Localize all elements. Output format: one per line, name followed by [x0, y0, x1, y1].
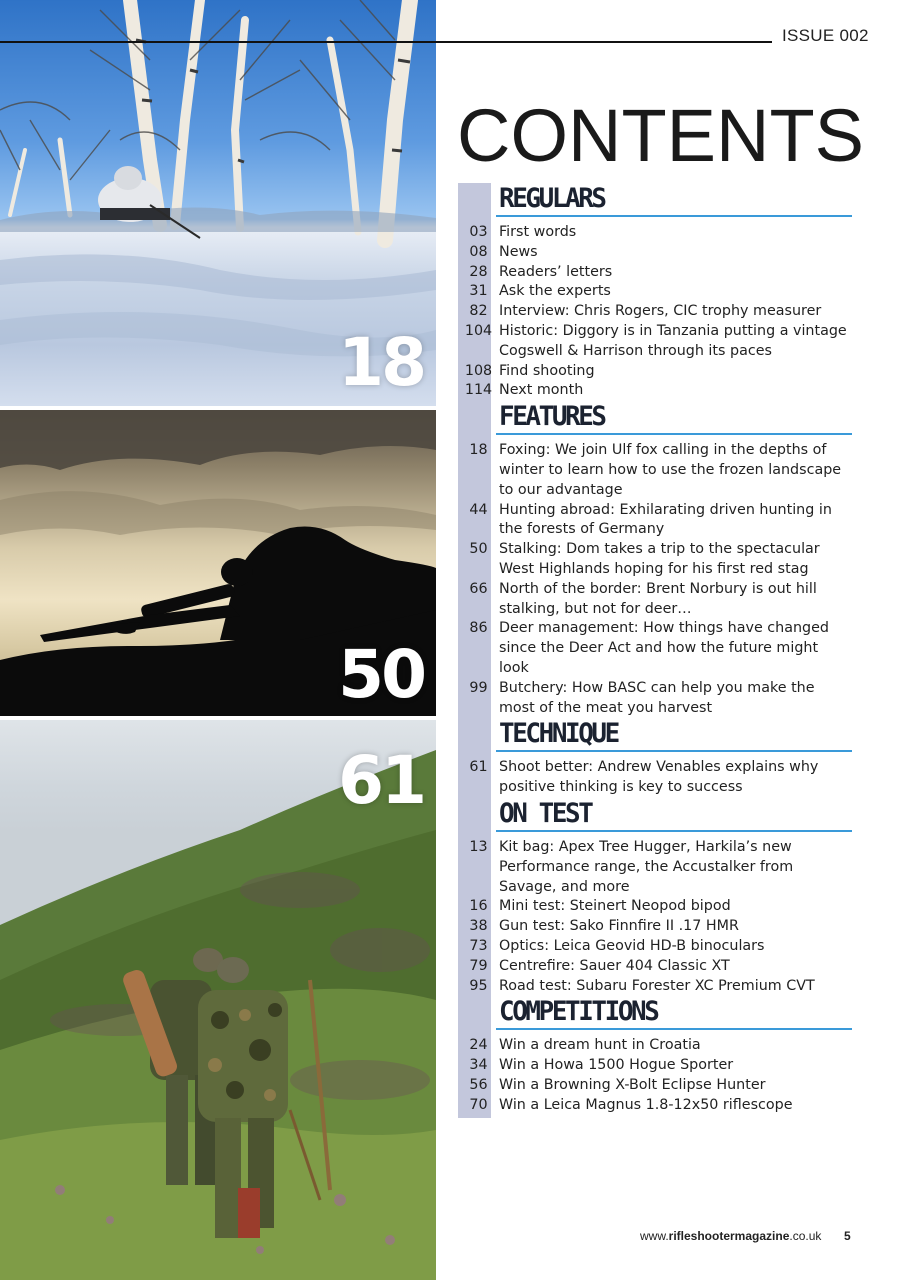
contents-list [458, 183, 852, 1115]
entry-title: Butchery: How BASC can help you make the most of the meat you harvest [499, 679, 815, 716]
section-features [458, 401, 852, 718]
entry-title: Deer management: How things have changed since the Deer Act and how the future might look [499, 620, 829, 676]
entry-page-number: 50 [469, 541, 488, 558]
photo-page-number: 18 [338, 324, 424, 401]
entry-title: Hunting abroad: Exhilarating driven hunting in the forests of Germany [499, 501, 832, 538]
entry-page-number: 16 [469, 898, 488, 915]
entry-title: Mini test: Steinert Neopod bipod [499, 898, 731, 915]
entry-page-number: 34 [469, 1057, 488, 1074]
footer-page-number: 5 [844, 1229, 851, 1243]
entry-page-number: 61 [469, 759, 488, 776]
entry-page-number: 108 [464, 362, 493, 379]
section-heading [496, 798, 852, 832]
header-rule [0, 41, 772, 43]
entry-page-number: 28 [469, 263, 488, 280]
contents-entry[interactable] [458, 441, 852, 500]
footer-url-name: rifleshootermagazine [668, 1229, 790, 1243]
entry-title: Optics: Leica Geovid HD-B binoculars [499, 937, 765, 954]
entry-page-number: 82 [469, 303, 488, 320]
section-heading [496, 401, 852, 435]
section-title: TECHNIQUE [499, 718, 618, 750]
entry-title: Win a dream hunt in Croatia [499, 1037, 701, 1054]
contents-entry[interactable] [458, 381, 852, 401]
contents-entry[interactable] [458, 322, 852, 362]
contents-entry[interactable] [458, 580, 852, 620]
entry-page-number: 18 [469, 442, 488, 459]
section-title: REGULARS [499, 183, 605, 214]
entry-title: First words [499, 224, 577, 240]
entry-page-number: 73 [469, 937, 488, 954]
photo-snow-hunter [0, 0, 436, 406]
entry-page-number: 31 [469, 283, 488, 300]
entry-page-number: 95 [469, 977, 488, 994]
contents-entry[interactable] [458, 540, 852, 580]
entry-page-number: 24 [469, 1037, 488, 1054]
footer-website[interactable] [640, 1229, 821, 1243]
entry-page-number: 70 [469, 1096, 488, 1113]
issue-number: ISSUE 002 [782, 26, 869, 45]
section-title: FEATURES [499, 401, 605, 433]
entry-title: Stalking: Dom takes a trip to the spectacular West Highlands hoping for his first red stag [499, 541, 820, 577]
entry-page-number: 114 [464, 382, 493, 399]
contents-entry[interactable] [458, 282, 852, 302]
contents-entry[interactable] [458, 897, 852, 917]
section-title: COMPETITIONS [499, 996, 658, 1028]
entry-page-number: 66 [469, 580, 488, 597]
entry-title: Historic: Diggory is in Tanzania putting a vintage Cogswell & Harrison through its paces [499, 322, 847, 359]
section-heading [496, 718, 852, 752]
photo-page-number: 61 [338, 742, 424, 819]
contents-entry[interactable] [458, 1096, 852, 1116]
contents-entry[interactable] [458, 619, 852, 678]
page-title: CONTENTS [457, 94, 864, 177]
entry-title: Find shooting [499, 362, 595, 379]
entry-title: Centrefire: Sauer 404 Classic XT [499, 957, 730, 974]
contents-entry[interactable] [458, 362, 852, 382]
section-title: ON TEST [499, 797, 592, 829]
contents-entry[interactable] [458, 758, 852, 798]
contents-entry[interactable] [458, 957, 852, 977]
section-heading [496, 996, 852, 1030]
contents-entry[interactable] [458, 679, 852, 719]
footer-url-prefix: www. [640, 1229, 669, 1243]
contents-entry[interactable] [458, 1056, 852, 1076]
entry-title: Foxing: We join Ulf fox calling in the depths of winter to learn how to use the frozen landscape to our advantage [499, 442, 842, 498]
section-technique [458, 718, 852, 798]
entry-page-number: 38 [469, 918, 488, 935]
section-on-test [458, 798, 852, 996]
entry-page-number: 86 [469, 620, 488, 637]
entry-title: Win a Howa 1500 Hogue Sporter [499, 1057, 734, 1074]
entry-page-number: 104 [464, 322, 493, 339]
contents-entry[interactable] [458, 302, 852, 322]
entry-title: Next month [499, 382, 584, 399]
contents-entry[interactable] [458, 243, 852, 263]
photo-hill-stalkers [0, 720, 436, 1280]
entry-title: Interview: Chris Rogers, CIC trophy measurer [499, 303, 822, 320]
contents-entry[interactable] [458, 263, 852, 283]
entry-page-number: 13 [469, 838, 488, 855]
entry-page-number: 56 [469, 1076, 488, 1093]
entry-title: Kit bag: Apex Tree Hugger, Harkila’s new Performance range, the Accustalker from Savage, and more [499, 838, 794, 895]
entry-page-number: 03 [469, 224, 488, 240]
photo-page-number: 50 [338, 636, 424, 713]
section-heading [496, 183, 852, 217]
contents-entry[interactable] [458, 977, 852, 997]
entry-title: Win a Browning X-Bolt Eclipse Hunter [499, 1076, 766, 1093]
entry-title: Road test: Subaru Forester XC Premium CVT [499, 977, 815, 994]
entry-title: Shoot better: Andrew Venables explains why positive thinking is key to success [499, 759, 819, 796]
contents-entry[interactable] [458, 838, 852, 897]
entry-title: North of the border: Brent Norbury is out hill stalking, but not for deer… [499, 580, 817, 617]
section-regulars [458, 183, 852, 401]
contents-entry[interactable] [458, 501, 852, 541]
contents-entry[interactable] [458, 1036, 852, 1056]
contents-entry[interactable] [458, 937, 852, 957]
entry-page-number: 79 [469, 957, 488, 974]
footer-url-suffix: .co.uk [789, 1229, 822, 1243]
entry-title: Ask the experts [499, 283, 611, 300]
entry-page-number: 08 [469, 243, 488, 260]
entry-title: News [499, 243, 538, 260]
section-competitions [458, 996, 852, 1115]
entry-page-number: 99 [469, 679, 488, 696]
contents-entry[interactable] [458, 1076, 852, 1096]
entry-title: Win a Leica Magnus 1.8-12x50 riflescope [499, 1096, 793, 1113]
entry-title: Readers’ letters [499, 263, 613, 280]
contents-entry[interactable] [458, 917, 852, 937]
contents-entry[interactable] [458, 223, 852, 243]
entry-page-number: 44 [469, 501, 488, 518]
photo-prone-shooter [0, 410, 436, 716]
entry-title: Gun test: Sako Finnfire II .17 HMR [499, 918, 739, 935]
